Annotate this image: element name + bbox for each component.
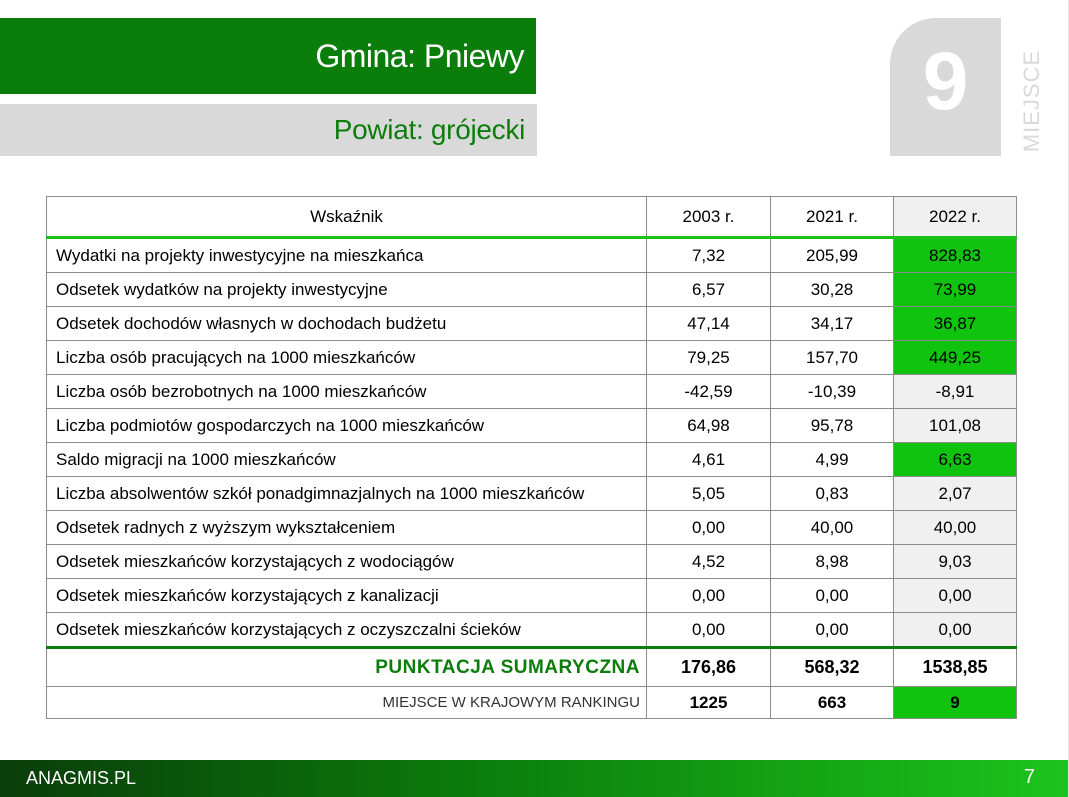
indicator-label: Saldo migracji na 1000 mieszkańców bbox=[47, 443, 647, 477]
value-2022: 0,00 bbox=[894, 579, 1017, 613]
indicator-label: Odsetek dochodów własnych w dochodach budżetu bbox=[47, 307, 647, 341]
indicator-label: Odsetek radnych z wyższym wykształceniem bbox=[47, 511, 647, 545]
value-2003: 47,14 bbox=[647, 307, 771, 341]
powiat-subtitle: Powiat: grójecki bbox=[333, 114, 525, 145]
indicator-label: Odsetek wydatków na projekty inwestycyjne bbox=[47, 273, 647, 307]
indicator-label: Odsetek mieszkańców korzystających z kanalizacji bbox=[47, 579, 647, 613]
value-2003: 79,25 bbox=[647, 341, 771, 375]
table-row bbox=[47, 341, 1017, 375]
column-header: 2022 r. bbox=[894, 197, 1017, 238]
rank-row-label: MIEJSCE W KRAJOWYM RANKINGU bbox=[47, 687, 647, 719]
value-2022: 2,07 bbox=[894, 477, 1017, 511]
table-row bbox=[47, 307, 1017, 341]
value-2022: 101,08 bbox=[894, 409, 1017, 443]
indicator-label: Liczba osób bezrobotnych na 1000 mieszkańców bbox=[47, 375, 647, 409]
table-header-row bbox=[47, 197, 1017, 238]
table-row bbox=[47, 511, 1017, 545]
value-2022: 449,25 bbox=[894, 341, 1017, 375]
value-2003: 0,00 bbox=[647, 579, 771, 613]
value-2022: -8,91 bbox=[894, 375, 1017, 409]
value-2021: 0,00 bbox=[771, 579, 894, 613]
value-2021: 0,83 bbox=[771, 477, 894, 511]
value-2003: 64,98 bbox=[647, 409, 771, 443]
table-row bbox=[47, 443, 1017, 477]
value-2022: 9,03 bbox=[894, 545, 1017, 579]
column-header: 2021 r. bbox=[771, 197, 894, 238]
sum-2003: 176,86 bbox=[647, 648, 771, 687]
value-2003: 0,00 bbox=[647, 613, 771, 648]
indicator-label: Odsetek mieszkańców korzystających z wodociągów bbox=[47, 545, 647, 579]
value-2003: -42,59 bbox=[647, 375, 771, 409]
rank-number: 9 bbox=[922, 36, 969, 127]
indicator-label: Liczba podmiotów gospodarczych na 1000 mieszkańców bbox=[47, 409, 647, 443]
value-2022: 6,63 bbox=[894, 443, 1017, 477]
sum-row bbox=[47, 648, 1017, 687]
table-row bbox=[47, 477, 1017, 511]
table-row bbox=[47, 613, 1017, 648]
sum-2021: 568,32 bbox=[771, 648, 894, 687]
value-2021: 95,78 bbox=[771, 409, 894, 443]
value-2021: 205,99 bbox=[771, 238, 894, 273]
powiat-subtitle-bar bbox=[0, 104, 537, 156]
page-number: 7 bbox=[1023, 766, 1035, 788]
indicators-table bbox=[46, 196, 1017, 719]
sum-2022: 1538,85 bbox=[894, 648, 1017, 687]
table-row bbox=[47, 375, 1017, 409]
rank-label: MIEJSCE bbox=[1019, 49, 1045, 153]
footer-bar bbox=[0, 760, 1069, 797]
value-2022: 828,83 bbox=[894, 238, 1017, 273]
value-2021: 40,00 bbox=[771, 511, 894, 545]
value-2003: 6,57 bbox=[647, 273, 771, 307]
value-2022: 36,87 bbox=[894, 307, 1017, 341]
gmina-title-bar bbox=[0, 18, 536, 94]
value-2021: -10,39 bbox=[771, 375, 894, 409]
indicator-label: Odsetek mieszkańców korzystających z oczyszczalni ścieków bbox=[47, 613, 647, 648]
footer-brand: ANAGMIS.PL bbox=[26, 768, 137, 788]
value-2022: 73,99 bbox=[894, 273, 1017, 307]
value-2003: 4,61 bbox=[647, 443, 771, 477]
table-row bbox=[47, 409, 1017, 443]
table-row bbox=[47, 273, 1017, 307]
table-row bbox=[47, 238, 1017, 273]
value-2021: 30,28 bbox=[771, 273, 894, 307]
value-2003: 0,00 bbox=[647, 511, 771, 545]
rank-badge bbox=[890, 18, 1001, 156]
rank-row bbox=[47, 687, 1017, 719]
table-row bbox=[47, 545, 1017, 579]
value-2003: 5,05 bbox=[647, 477, 771, 511]
table-row bbox=[47, 579, 1017, 613]
value-2003: 4,52 bbox=[647, 545, 771, 579]
table-body bbox=[47, 238, 1017, 719]
column-header: Wskaźnik bbox=[47, 197, 647, 238]
rank-label-wrap bbox=[1012, 46, 1052, 156]
value-2022: 40,00 bbox=[894, 511, 1017, 545]
rank-2022: 9 bbox=[894, 687, 1017, 719]
gmina-title: Gmina: Pniewy bbox=[315, 37, 524, 74]
sum-label: PUNKTACJA SUMARYCZNA bbox=[47, 648, 647, 687]
indicator-label: Wydatki na projekty inwestycyjne na mieszkańca bbox=[47, 238, 647, 273]
value-2021: 157,70 bbox=[771, 341, 894, 375]
value-2021: 0,00 bbox=[771, 613, 894, 648]
value-2022: 0,00 bbox=[894, 613, 1017, 648]
value-2021: 34,17 bbox=[771, 307, 894, 341]
indicator-label: Liczba absolwentów szkół ponadgimnazjalnych na 1000 mieszkańców bbox=[47, 477, 647, 511]
indicator-label: Liczba osób pracujących na 1000 mieszkańców bbox=[47, 341, 647, 375]
column-header: 2003 r. bbox=[647, 197, 771, 238]
value-2003: 7,32 bbox=[647, 238, 771, 273]
value-2021: 4,99 bbox=[771, 443, 894, 477]
value-2021: 8,98 bbox=[771, 545, 894, 579]
rank-2021: 663 bbox=[771, 687, 894, 719]
rank-2003: 1225 bbox=[647, 687, 771, 719]
